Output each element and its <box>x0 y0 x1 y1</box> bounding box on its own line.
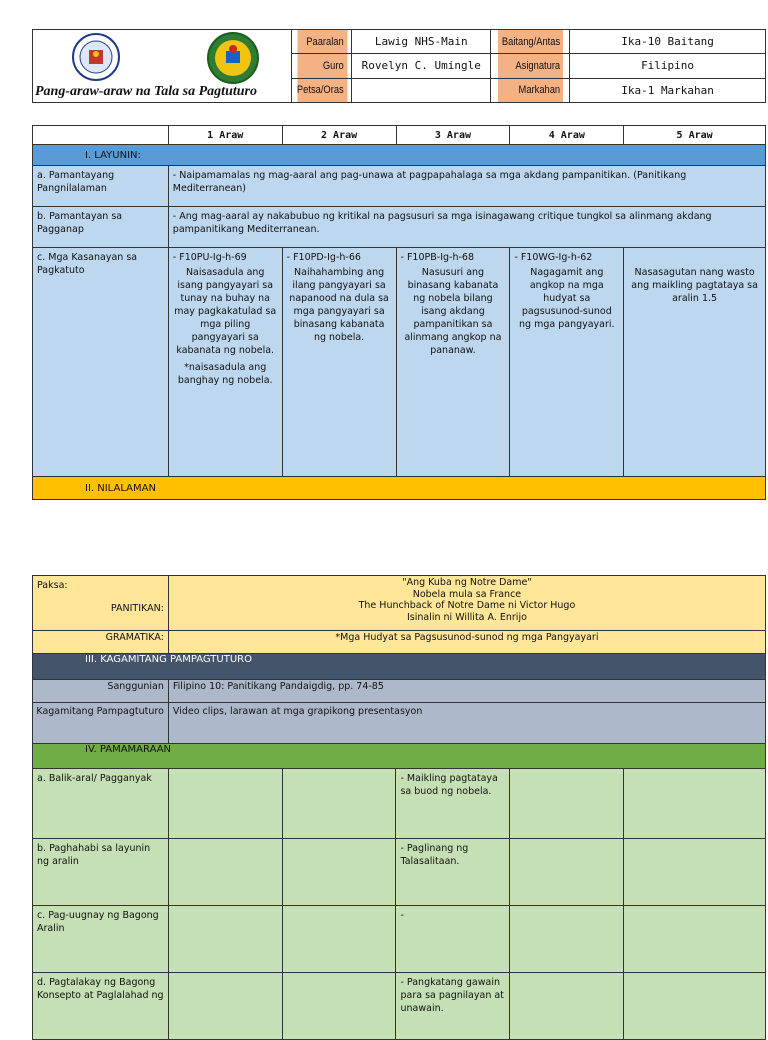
day-header: 4 Araw <box>510 126 624 145</box>
objectives-table <box>32 125 766 500</box>
competency-text: Nagagamit ang angkop na mga hudyat sa pagsusunod-sunod ng mga pangyayari. <box>519 267 615 330</box>
kasanayan-label: c. Mga Kasanayan sa Pagkatuto <box>33 248 169 477</box>
section-nilalaman-heading: II. NILALAMAN <box>33 477 766 500</box>
section-pamamaraan-heading: IV. PAMAMARAAN <box>33 744 766 769</box>
day-header: 5 Araw <box>624 126 766 145</box>
procedure-day3: - Maikling pagtataya sa buod ng nobela. <box>396 769 510 839</box>
label-markahan: Markahan <box>497 78 564 102</box>
competency-text: Naihahambing ang ilang pangyayari sa napanood na dula sa mga pangyayari sa binasang kabanata ng nobela. <box>289 267 389 343</box>
panitikan-line: Nobela mula sa France <box>412 588 522 600</box>
gramatika-text: *Mga Hudyat sa Pagsusunod-sunod ng mga Pangyayari <box>168 631 765 654</box>
form-title: Pang-araw-araw na Tala sa Pagtuturo <box>35 84 257 99</box>
panitikan-label: PANITIKAN: <box>110 603 164 614</box>
section-kagamitan-heading: III. KAGAMITANG PAMPAGTUTURO <box>33 654 766 680</box>
panitikan-line: The Hunchback of Notre Dame ni Victor Hugo <box>358 600 576 611</box>
competency-text: Nasasagutan nang wasto ang maikling pagtataya sa aralin 1.5 <box>631 267 758 304</box>
header-logo-cell <box>33 30 292 103</box>
kasanayan-cell <box>396 248 510 477</box>
value-paaralan: Lawig NHS-Main <box>352 30 491 54</box>
procedure-day3: - <box>396 906 510 973</box>
procedure-day3: - Paglinang ng Talasalitaan. <box>396 839 510 906</box>
panitikan-line: "Ang Kuba ng Notre Dame" <box>402 577 532 588</box>
deped-seal-icon <box>51 32 141 82</box>
sanggunian-label: Sanggunian <box>33 680 169 703</box>
kasanayan-cell <box>510 248 624 477</box>
pamantayang-label: a. Pamantayang Pangnilalaman <box>33 166 169 207</box>
sanggunian-text: Filipino 10: Panitikang Pandaigdig, pp. 74-85 <box>168 680 765 703</box>
pagganap-text: - Ang mag-aaral ay nakabubuo ng kritikal na pagsusuri sa mga isinagawang critique tungkol sa alinmang akdang pampanitikang Mediterranean. <box>168 207 765 248</box>
label-guro: Guro <box>296 54 347 78</box>
competency-code: - F10PU-Ig-h-69 <box>172 252 247 263</box>
school-seal-icon <box>198 31 268 85</box>
gramatika-label: GRAMATIKA: <box>33 631 169 654</box>
kasanayan-cell <box>624 248 766 477</box>
value-markahan: Ika-1 Markahan <box>570 78 766 102</box>
procedure-day3: - Pangkatang gawain para sa pagnilayan at unawain. <box>396 973 510 1040</box>
paksa-label: Paksa: <box>37 580 68 591</box>
value-asignatura: Filipino <box>570 54 766 78</box>
pamantayang-text: - Naipamamalas ng mag-aaral ang pag-unawa at pagpapahalaga sa mga akdang pampanitikan. (Panitikang Mediterranean) <box>168 166 765 207</box>
competency-text: Nasusuri ang binasang kabanata ng nobela bilang isang akdang pampanitikan sa alinmang angkop na pananaw. <box>404 267 502 356</box>
paksa-label-cell <box>33 576 169 631</box>
value-petsa <box>352 78 491 102</box>
header-table <box>32 29 766 103</box>
label-paaralan: Paaralan <box>296 30 347 54</box>
kagamitang-label: Kagamitang Pampagtuturo <box>33 703 169 744</box>
procedure-label: a. Balik-aral/ Pagganyak <box>33 769 169 839</box>
day-header-row <box>33 126 766 145</box>
day-header: 2 Araw <box>282 126 396 145</box>
competency-code: - F10WG-Ig-h-62 <box>514 252 593 263</box>
panitikan-line: Isinalin ni Willita A. Enrijo <box>406 611 527 623</box>
label-petsa: Petsa/Oras <box>296 78 347 102</box>
value-guro: Rovelyn C. Umingle <box>352 54 491 78</box>
label-baitang: Baitang/Antas <box>497 30 564 54</box>
panitikan-text <box>168 576 765 631</box>
kagamitang-text: Video clips, larawan at mga grapikong presentasyon <box>168 703 765 744</box>
value-baitang: Ika-10 Baitang <box>570 30 766 54</box>
competency-code: - F10PB-Ig-h-68 <box>400 252 474 263</box>
section-layunin-heading: I. LAYUNIN: <box>33 145 766 166</box>
kasanayan-cell <box>168 248 282 477</box>
day-header: 1 Araw <box>168 126 282 145</box>
label-asignatura: Asignatura <box>497 54 564 78</box>
competency-text: Naisasadula ang isang pangyayari sa tunay na buhay na may pagkakatulad sa mga piling pangyayari sa kabanata ng nobela. <box>174 267 277 356</box>
kasanayan-cell <box>282 248 396 477</box>
day-header: 3 Araw <box>396 126 510 145</box>
competency-extra: *naisasadula ang banghay ng nobela. <box>177 362 273 386</box>
content-procedure-table <box>32 575 766 1040</box>
procedure-label: b. Paghahabi sa layunin ng aralin <box>33 839 169 906</box>
competency-code: - F10PD-Ig-h-66 <box>286 252 361 263</box>
pagganap-label: b. Pamantayan sa Pagganap <box>33 207 169 248</box>
procedure-label: d. Pagtalakay ng Bagong Konsepto at Paglalahad ng <box>33 973 169 1040</box>
procedure-label: c. Pag-uugnay ng Bagong Aralin <box>33 906 169 973</box>
